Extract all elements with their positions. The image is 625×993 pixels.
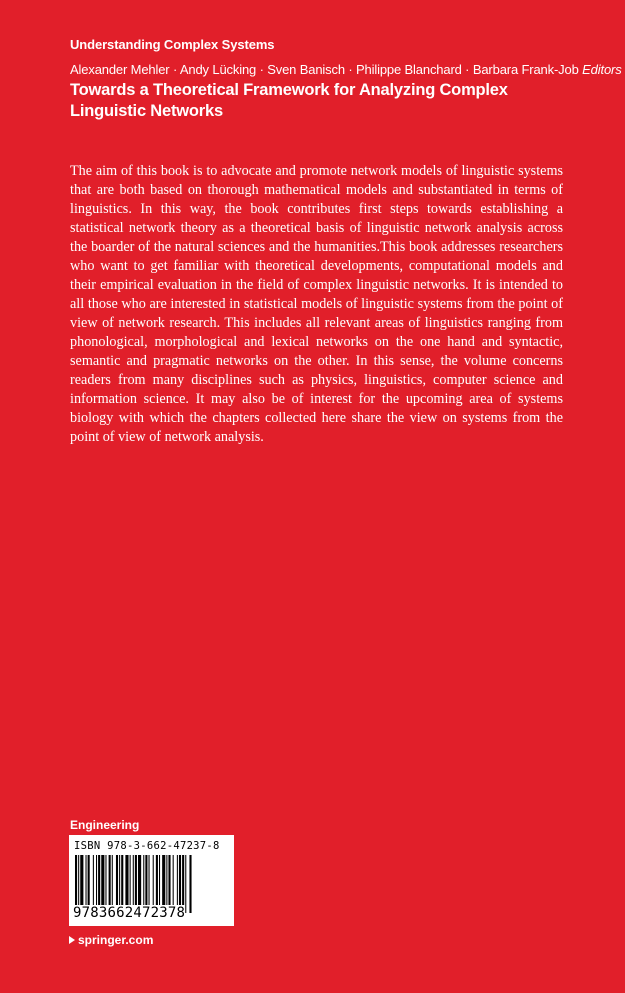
series-name: Understanding Complex Systems xyxy=(70,37,275,52)
barcode-bar xyxy=(189,855,191,913)
editors-line xyxy=(70,62,622,77)
ean-digits: 9783662472378 xyxy=(73,905,186,921)
arrow-right-icon xyxy=(69,936,75,944)
publisher-url[interactable]: springer.com xyxy=(78,933,154,947)
isbn-label: ISBN 978-3-662-47237-8 xyxy=(74,840,220,852)
editor-names: Alexander Mehler · Andy Lücking · Sven Banisch · Philippe Blanchard · Barbara Frank-Job xyxy=(70,62,579,77)
book-title: Towards a Theoretical Framework for Analyzing Complex Linguistic Networks xyxy=(70,81,508,120)
book-description: The aim of this book is to advocate and promote network models of linguistic systems that are both based on thorough mathematical models and substantiated in terms of linguistics. In this way, the book contributes first steps towards establishing a statistical network theory as a theoretical basis of linguistic network analysis across the boarder of the natural sciences and the humanities.This book addresses researchers who want to get familiar with theoretical developments, computational models and their empirical evaluation in the field of complex linguistic networks. It is intended to all those who are interested in statistical models of linguistic systems from the point of view of network research. This includes all relevant areas of linguistics ranging from phonological, morphological and lexical networks on the one hand and syntactic, semantic and pragmatic networks on the other. In this sense, the volume concerns readers from many disciplines such as physics, linguistics, computer science and information science. It may also be of interest for the upcoming area of systems biology with which the chapters collected here share the view on systems from the point of view of network analysis. xyxy=(70,163,563,445)
barcode-panel xyxy=(69,835,234,926)
barcode-bar xyxy=(185,855,186,913)
subject-category: Engineering xyxy=(70,818,140,832)
publisher-link[interactable] xyxy=(69,933,153,947)
editors-role: Editors xyxy=(582,62,622,77)
